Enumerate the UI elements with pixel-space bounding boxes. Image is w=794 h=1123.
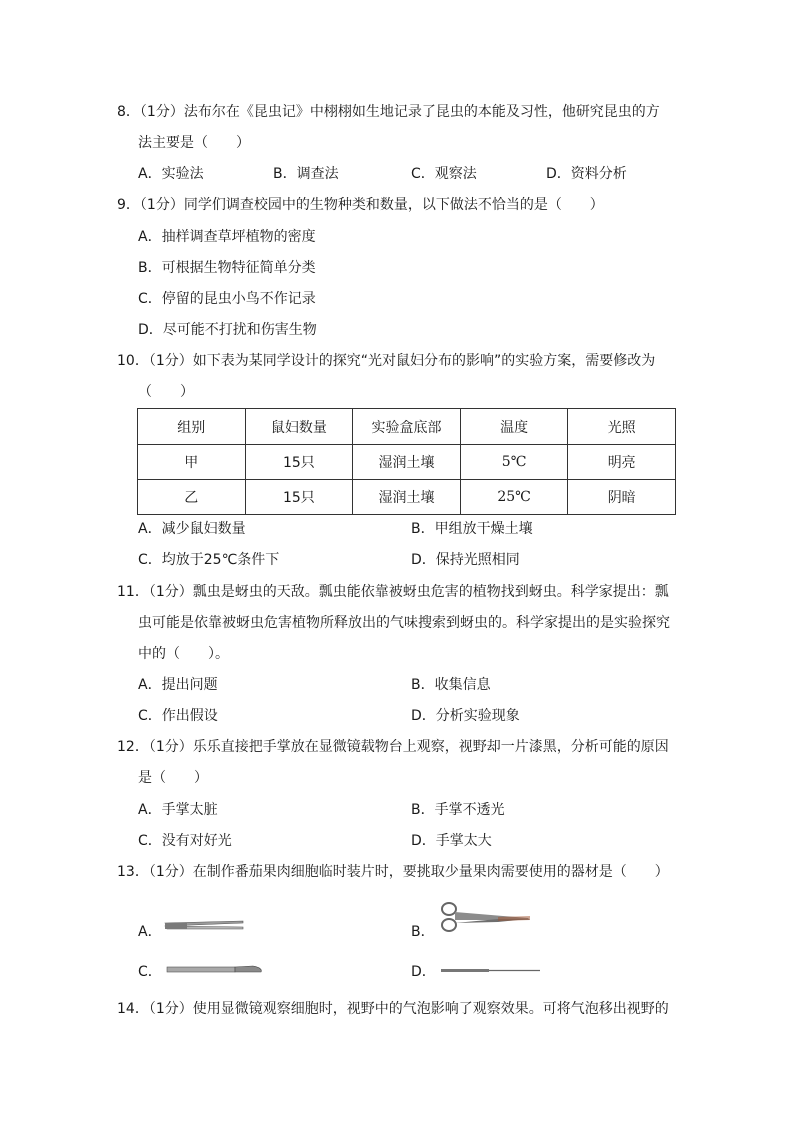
q11-option-a: A．提出问题 bbox=[138, 677, 218, 693]
scissors-icon bbox=[438, 900, 533, 934]
table-cell: 5℃ bbox=[460, 445, 568, 480]
dissecting-needle-icon bbox=[440, 966, 542, 974]
q12-option-a: A．手掌太脏 bbox=[138, 802, 218, 818]
table-header-cell: 组别 bbox=[138, 409, 246, 445]
table-cell: 湿润土壤 bbox=[353, 480, 461, 515]
q10-option-b: B．甲组放干燥土壤 bbox=[411, 521, 533, 537]
q12-option-b: B．手掌不透光 bbox=[411, 802, 505, 818]
table-cell: 阴暗 bbox=[568, 480, 676, 515]
table-cell: 25℃ bbox=[460, 480, 568, 515]
q9-option-d: D．尽可能不打扰和伤害生物 bbox=[138, 322, 317, 338]
q10-option-a: A．减少鼠妇数量 bbox=[138, 521, 246, 537]
q13-stem: 13．（1分）在制作番茄果肉细胞临时装片时，要挑取少量果肉需要使用的器材是（ ） bbox=[117, 864, 669, 880]
q11-option-c: C．作出假设 bbox=[138, 708, 218, 724]
table-cell: 甲 bbox=[138, 445, 246, 480]
q11-option-d: D．分析实验现象 bbox=[411, 708, 520, 724]
q8-option-c: C．观察法 bbox=[411, 166, 477, 182]
table-header-cell: 光照 bbox=[568, 409, 676, 445]
q9-option-a: A．抽样调查草坪植物的密度 bbox=[138, 229, 316, 245]
q9-option-b: B．可根据生物特征简单分类 bbox=[138, 260, 316, 276]
q13-option-c: C． bbox=[138, 964, 162, 980]
tweezers-icon bbox=[163, 916, 245, 934]
table-row bbox=[138, 480, 676, 515]
q11-stem-line3: 中的（ ）。 bbox=[138, 646, 229, 662]
q8-stem-line2: 法主要是（ ） bbox=[138, 135, 250, 151]
table-cell: 湿润土壤 bbox=[353, 445, 461, 480]
q13-option-d: D． bbox=[411, 964, 436, 980]
q10-stem-line1: 10．（1分）如下表为某同学设计的探究“光对鼠妇分布的影响”的实验方案，需要修改为 bbox=[117, 353, 656, 369]
table-cell: 明亮 bbox=[568, 445, 676, 480]
table-row bbox=[138, 445, 676, 480]
scalpel-icon bbox=[165, 963, 265, 975]
experiment-table bbox=[137, 408, 676, 515]
q13-option-a: A． bbox=[138, 924, 162, 940]
q9-option-c: C．停留的昆虫小鸟不作记录 bbox=[138, 291, 316, 307]
table-header-row bbox=[138, 409, 676, 445]
q8-option-d: D．资料分析 bbox=[546, 166, 627, 182]
q11-stem-line1: 11．（1分）瓢虫是蚜虫的天敌。瓢虫能依靠被蚜虫危害的植物找到蚜虫。科学家提出：瓢 bbox=[117, 584, 669, 600]
q12-option-c: C．没有对好光 bbox=[138, 833, 232, 849]
table-cell: 15只 bbox=[245, 445, 353, 480]
q12-option-d: D．手掌太大 bbox=[411, 833, 492, 849]
q10-stem-line2: （ ） bbox=[138, 384, 194, 400]
q10-option-d: D．保持光照相同 bbox=[411, 552, 520, 568]
q8-option-b: B．调查法 bbox=[273, 166, 339, 182]
q8-option-a: A．实验法 bbox=[138, 166, 204, 182]
table-cell: 乙 bbox=[138, 480, 246, 515]
q11-option-b: B．收集信息 bbox=[411, 677, 491, 693]
table-header-cell: 实验盒底部 bbox=[353, 409, 461, 445]
q9-stem: 9．（1分）同学们调查校园中的生物种类和数量，以下做法不恰当的是（ ） bbox=[117, 197, 604, 213]
q12-stem-line2: 是（ ） bbox=[138, 770, 208, 786]
q12-stem-line1: 12．（1分）乐乐直接把手掌放在显微镜载物台上观察，视野却一片漆黑，分析可能的原因 bbox=[117, 739, 669, 755]
q11-stem-line2: 虫可能是依靠被蚜虫危害植物所释放出的气味搜索到蚜虫的。科学家提出的是实验探究 bbox=[138, 615, 670, 631]
table-header-cell: 鼠妇数量 bbox=[245, 409, 353, 445]
q14-stem-line1: 14．（1分）使用显微镜观察细胞时，视野中的气泡影响了观察效果。可将气泡移出视野的 bbox=[117, 1001, 669, 1017]
q13-option-b: B． bbox=[411, 924, 435, 940]
q8-stem-line1: 8．（1分）法布尔在《昆虫记》中栩栩如生地记录了昆虫的本能及习性，他研究昆虫的方 bbox=[117, 104, 660, 120]
q10-option-c: C．均放于25℃条件下 bbox=[138, 552, 280, 568]
table-cell: 15只 bbox=[245, 480, 353, 515]
table-header-cell: 温度 bbox=[460, 409, 568, 445]
